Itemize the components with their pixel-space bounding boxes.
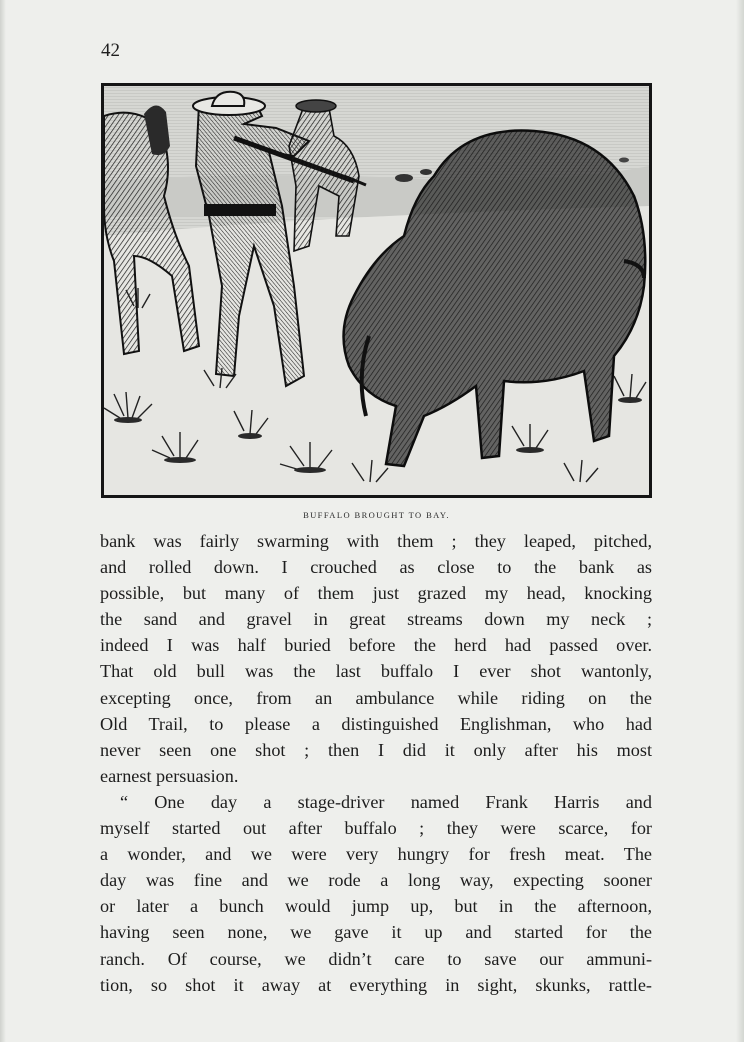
text-line: That old bull was the last buffalo I ever shot wantonly, — [100, 661, 652, 682]
buffalo-hunt-illustration — [101, 83, 652, 498]
body-text — [100, 528, 652, 998]
text-line: and rolled down. I crouched as close to the bank as — [100, 557, 652, 578]
text-line: “ One day a stage-driver named Frank Harris and — [120, 791, 652, 812]
text-line: the sand and gravel in great streams down my neck ; — [100, 609, 652, 630]
text-line: ranch. Of course, we didn’t care to save our ammuni- — [100, 948, 652, 969]
text-line: excepting once, from an ambulance while riding on the — [100, 687, 652, 708]
text-line: indeed I was half buried before the herd had passed over. — [100, 635, 652, 656]
text-line: Old Trail, to please a distinguished Englishman, who had — [100, 713, 652, 734]
text-line: day was fine and we rode a long way, expecting sooner — [100, 870, 652, 891]
text-line: myself started out after buffalo ; they were scarce, for — [100, 818, 652, 839]
text-line: earnest persuasion. — [100, 765, 239, 786]
text-line: possible, but many of them just grazed my head, knocking — [100, 583, 652, 604]
text-line: or later a bunch would jump up, but in the afternoon, — [100, 896, 652, 917]
text-line: bank was fairly swarming with them ; they leaped, pitched, — [100, 531, 652, 551]
page-left-edge — [0, 0, 6, 1042]
buffalo-hunt-engraving-icon — [104, 86, 649, 495]
text-line: never seen one shot ; then I did it only after his most — [100, 739, 652, 760]
page-right-edge — [736, 0, 744, 1042]
text-line: tion, so shot it away at everything in sight, skunks, rattle- — [100, 974, 652, 995]
text-line: a wonder, and we were very hungry for fresh meat. The — [100, 844, 652, 865]
text-line: having seen none, we gave it up and started for the — [100, 922, 652, 943]
illustration-caption: BUFFALO BROUGHT TO BAY. — [303, 510, 450, 520]
page-number: 42 — [101, 40, 120, 61]
